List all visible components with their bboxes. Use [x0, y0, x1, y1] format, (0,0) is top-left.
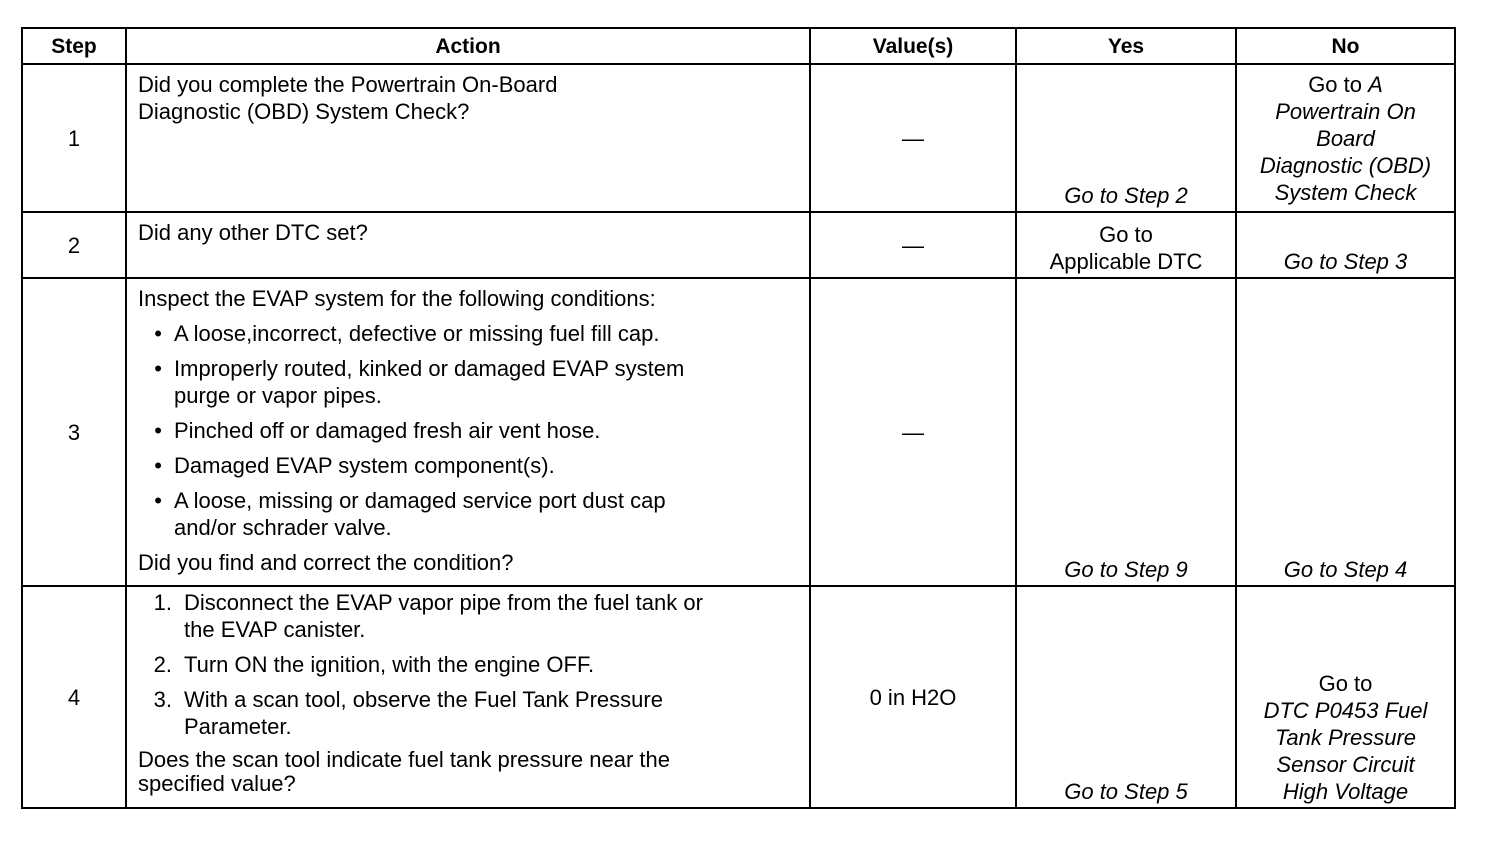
action-text: Did you complete the Powertrain On-Board Diagnostic (OBD) System Check?	[126, 64, 810, 212]
yes-link[interactable]: Go to Applicable DTC	[1016, 212, 1236, 278]
value-cell: —	[810, 278, 1016, 586]
yes-link[interactable]: Go to Step 5	[1016, 586, 1236, 808]
table-row	[22, 278, 1455, 586]
no-link[interactable]: Go to Step 4	[1236, 278, 1455, 586]
condition-list	[138, 320, 799, 541]
bullet-icon: •	[154, 418, 162, 443]
no-link[interactable]: A Powertrain On Board Diagnostic (OBD) System Check	[1259, 71, 1432, 205]
no-link[interactable]: Go to Step 3	[1236, 212, 1455, 278]
no-prefix: Go to	[1308, 71, 1369, 97]
step-number: 3	[22, 278, 126, 586]
list-item: • Pinched off or damaged fresh air vent hose.	[138, 417, 799, 444]
no-cell	[1236, 586, 1455, 808]
action-question: Did you find and correct the condition?	[138, 550, 514, 575]
yes-link[interactable]: Go to Step 2	[1016, 64, 1236, 212]
action-cell	[126, 278, 810, 586]
list-item: • A loose,incorrect, defective or missing fuel fill cap.	[138, 320, 799, 347]
action-question: Does the scan tool indicate fuel tank pressure near the specified value?	[138, 747, 670, 796]
value-cell: 0 in H2O	[810, 586, 1016, 808]
header-step: Step	[22, 28, 126, 64]
value-cell: —	[810, 212, 1016, 278]
step-number: 1	[22, 64, 126, 212]
list-item: 2. Turn ON the ignition, with the engine OFF.	[153, 652, 595, 677]
value-cell: —	[810, 64, 1016, 212]
procedure-list	[138, 589, 799, 740]
action-intro: Inspect the EVAP system for the following conditions:	[138, 286, 656, 311]
list-item: 1. Disconnect the EVAP vapor pipe from the fuel tank or the EVAP canister.	[153, 590, 703, 642]
list-item: • A loose, missing or damaged service port dust cap and/or schrader valve.	[138, 487, 799, 541]
bullet-icon: •	[154, 488, 162, 513]
bullet-icon: •	[154, 321, 162, 346]
list-item: 3. With a scan tool, observe the Fuel Tank Pressure Parameter.	[153, 687, 663, 739]
diagnostic-table	[21, 27, 1456, 809]
header-yes: Yes	[1016, 28, 1236, 64]
list-item: • Damaged EVAP system component(s).	[138, 452, 799, 479]
step-number: 2	[22, 212, 126, 278]
step-number: 4	[22, 586, 126, 808]
action-text: Did any other DTC set?	[126, 212, 810, 278]
action-cell	[126, 586, 810, 808]
header-action: Action	[126, 28, 810, 64]
no-prefix: Go to	[1318, 671, 1373, 696]
header-no: No	[1236, 28, 1455, 64]
header-row	[22, 28, 1455, 64]
header-values: Value(s)	[810, 28, 1016, 64]
no-link[interactable]: DTC P0453 Fuel Tank Pressure Sensor Circuit High Voltage	[1263, 698, 1428, 804]
yes-link[interactable]: Go to Step 9	[1016, 278, 1236, 586]
bullet-icon: •	[154, 453, 162, 478]
table-row	[22, 586, 1455, 808]
table-row	[22, 64, 1455, 212]
list-item: • Improperly routed, kinked or damaged EVAP system purge or vapor pipes.	[138, 355, 799, 409]
table-row	[22, 212, 1455, 278]
bullet-icon: •	[154, 356, 162, 381]
no-cell	[1236, 64, 1455, 212]
